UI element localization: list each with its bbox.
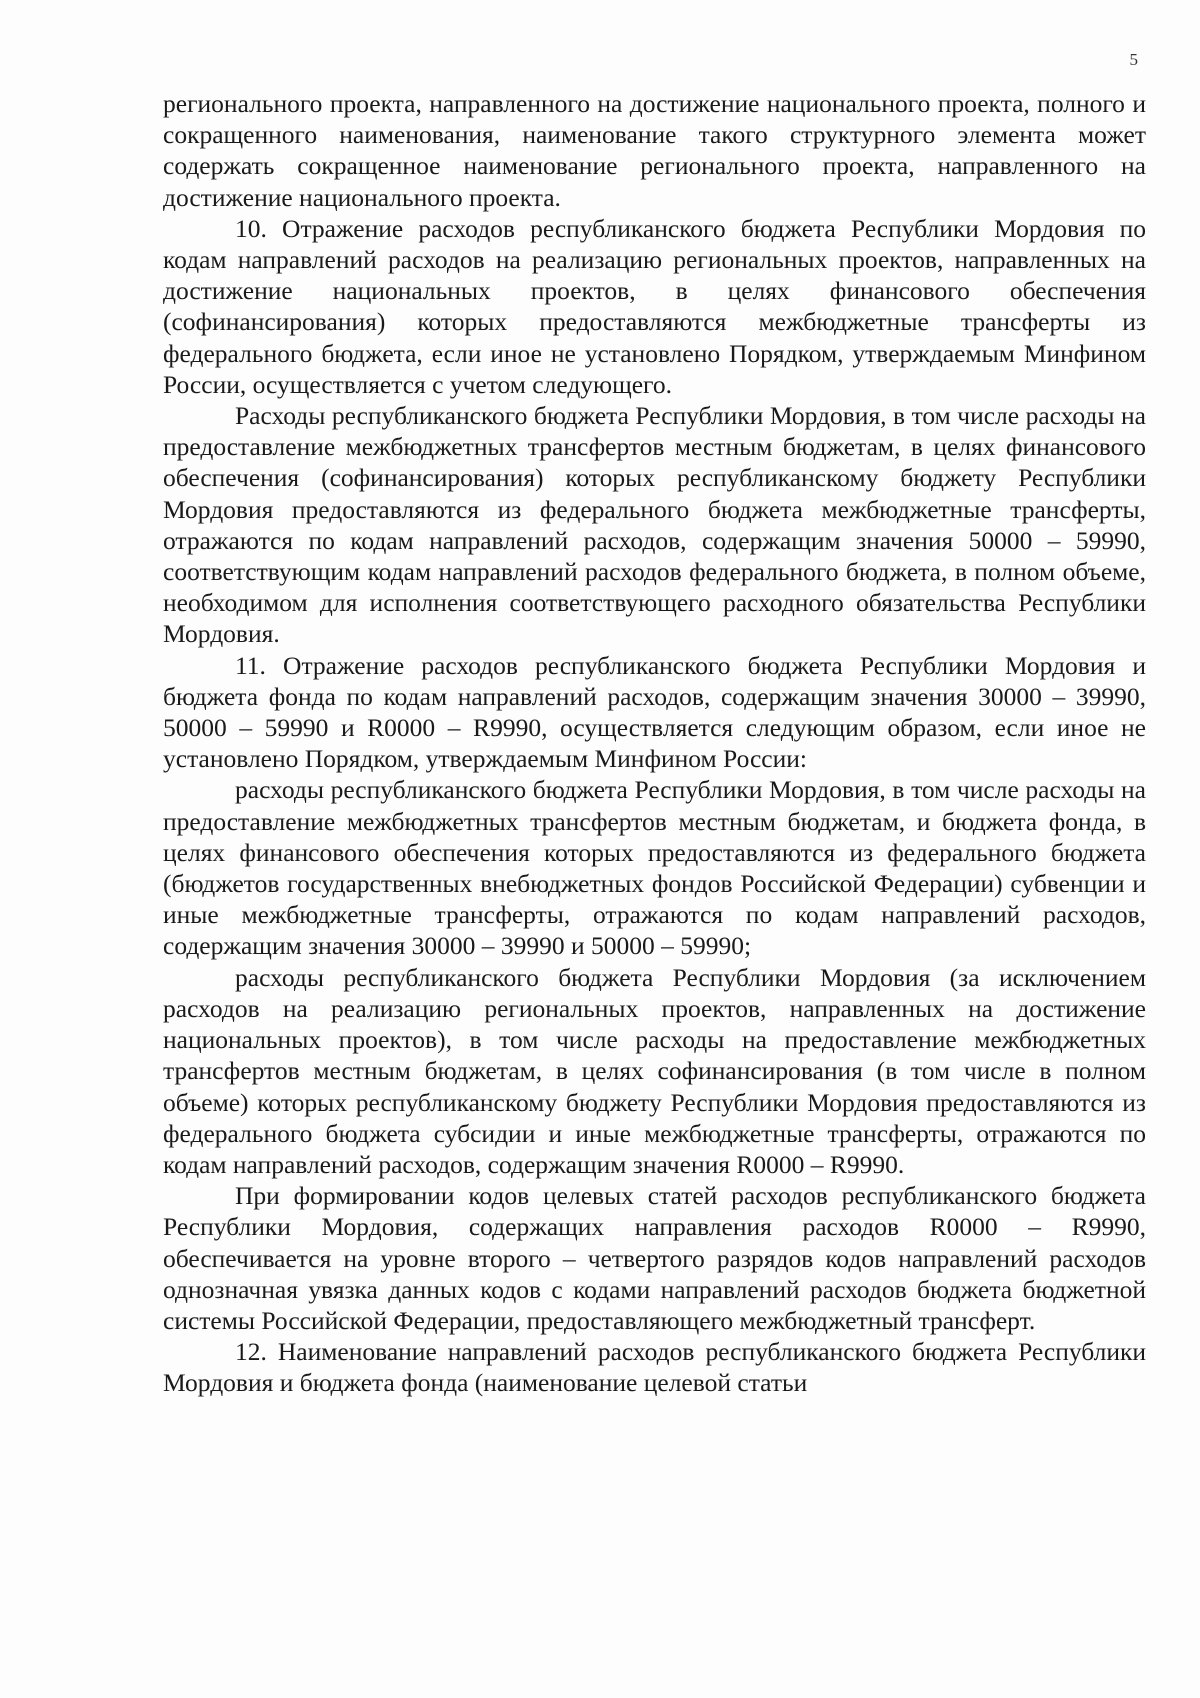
paragraph-item-11: 11. Отражение расходов республиканского бюджета Республики Мордовия и бюджета фонда по кодам направлений расходов, содержащим значения 30000 – 39990, 50000 – 59990 и R0000 – R9990, осуществляется следующим образом, если иное не установлено Порядком, утверждаемым Минфином России: [163, 650, 1146, 774]
paragraph-expenses: Расходы республиканского бюджета Республики Мордовия, в том числе расходы на предоставление межбюджетных трансфертов местным бюджетам, в целях финансового обеспечения (софинансирования) которых республиканскому бюджету Республики Мордовия предоставляются из федерального бюджета межбюджетные трансферты, отражаются по кодам направлений расходов, содержащим значения 50000 – 59990, соответствующим кодам направлений расходов федерального бюджета, в полном объеме, необходимом для исполнения соответствующего расходного обязательства Республики Мордовия. [163, 401, 1146, 649]
paragraph-code-formation: При формировании кодов целевых статей расходов республиканского бюджета Республики Мордовия, содержащих направления расходов R0000 – R9990, обеспечивается на уровне второго – четвертого разрядов кодов направлений расходов однозначная увязка данных кодов с кодами направлений расходов бюджета бюджетной системы Российской Федерации, предоставляющего межбюджетный трансферт. [163, 1181, 1146, 1335]
paragraph-item-12: 12. Наименование направлений расходов республиканского бюджета Республики Мордовия и бюджета фонда (наименование целевой статьи [163, 1337, 1146, 1398]
paragraph-continuation: регионального проекта, направленного на достижение национального проекта, полного и сокращенного наименования, наименование такого структурного элемента может содержать сокращенное наименование регионального проекта, направленного на достижение национального проекта. [163, 89, 1146, 212]
paragraph-subvention-expenses: расходы республиканского бюджета Республики Мордовия, в том числе расходы на предоставление межбюджетных трансфертов местным бюджетам, и бюджета фонда, в целях финансового обеспечения которых предоставляются из федерального бюджета (бюджетов государственных внебюджетных фондов Российской Федерации) субвенции и иные межбюджетные трансферты, отражаются по кодам направлений расходов, содержащим значения 30000 – 39990 и 50000 – 59990; [163, 775, 1146, 961]
page-number: 5 [1129, 50, 1138, 69]
paragraph-item-10: 10. Отражение расходов республиканского бюджета Республики Мордовия по кодам направлений расходов на реализацию региональных проектов, направленных на достижение национальных проектов, в целях финансового обеспечения (софинансирования) которых предоставляются межбюджетные трансферты из федерального бюджета, если иное не установлено Порядком, утверждаемым Минфином России, осуществляется с учетом следующего. [163, 213, 1146, 399]
document-body [163, 88, 1146, 1399]
paragraph-cofinancing-expenses: расходы республиканского бюджета Республики Мордовия (за исключением расходов на реализацию региональных проектов, направленных на достижение национальных проектов), в том числе расходы на предоставление межбюджетных трансфертов местным бюджетам, в целях софинансирования (в том числе в полном объеме) которых республиканскому бюджету Республики Мордовия предоставляются из федерального бюджета субсидии и иные межбюджетные трансферты, отражаются по кодам направлений расходов, содержащим значения R0000 – R9990. [163, 962, 1146, 1179]
